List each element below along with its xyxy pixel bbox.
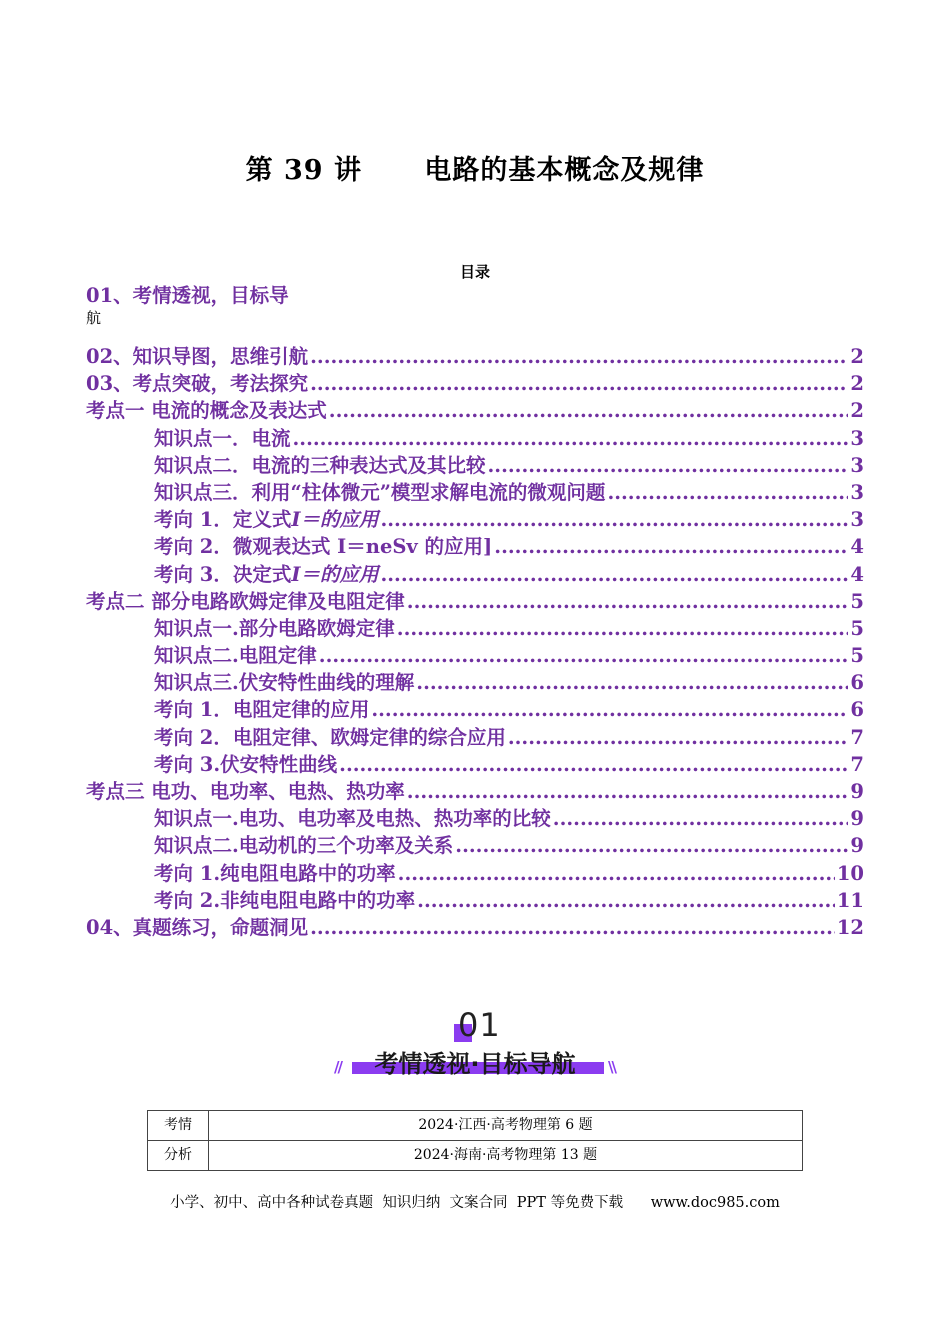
toc-item[interactable] <box>86 343 864 370</box>
toc-dot-leader <box>310 370 848 397</box>
toc-page-number: 3 <box>850 508 864 532</box>
toc-dot-leader <box>417 887 835 914</box>
banner-number: 01 <box>458 1006 501 1044</box>
toc-item-label: 知识点三．利用“柱体微元”模型求解电流的微观问题 <box>154 480 606 504</box>
toc-item[interactable] <box>86 751 864 778</box>
toc-item[interactable] <box>86 588 864 615</box>
toc-list <box>86 343 864 941</box>
toc-page-number: 9 <box>850 780 864 803</box>
toc-dot-leader <box>488 452 849 479</box>
toc-page-number: 6 <box>850 698 864 722</box>
toc-page-number: 5 <box>850 644 864 668</box>
toc-item[interactable] <box>86 832 864 859</box>
toc-item-label: 考向 2．微观表达式 I＝neSv 的应用] <box>154 535 493 559</box>
toc-item-label: 知识点二.电阻定律 <box>154 644 317 668</box>
toc-item-label: 考点一 电流的概念及表达式 <box>86 399 327 423</box>
toc-page-number: 2 <box>850 399 864 423</box>
toc-item[interactable] <box>86 914 864 941</box>
toc-page-number: 12 <box>836 915 864 939</box>
toc-item-label: 考向 1．定义式 <box>154 508 292 532</box>
toc-item-label: 04、真题练习，命题洞见 <box>86 915 309 939</box>
toc-item-label: 考向 2．电阻定律、欧姆定律的综合应用 <box>154 725 506 749</box>
section-banner <box>330 1004 620 1084</box>
toc-item[interactable] <box>86 805 864 832</box>
toc-heading: 目录 <box>459 263 490 281</box>
toc-dot-leader <box>508 724 849 751</box>
toc-item[interactable] <box>86 479 864 506</box>
table-row-2: 2024·海南·高考物理第 13 题 <box>209 1141 803 1171</box>
toc-page-number: 5 <box>850 589 864 613</box>
toc-page-number: 9 <box>850 834 864 858</box>
toc-dot-leader <box>293 425 849 452</box>
toc-item[interactable] <box>86 887 864 914</box>
toc-item-formula: I＝的应用 <box>291 508 379 532</box>
toc-dot-leader <box>407 588 849 615</box>
toc-item[interactable] <box>86 425 864 452</box>
toc-page-number: 3 <box>850 453 864 477</box>
toc-item[interactable] <box>86 860 864 887</box>
page-title: 第 39 讲 电路的基本概念及规律 <box>245 155 705 186</box>
toc-page-number: 11 <box>836 888 864 912</box>
toc-item-label: 考向 1．电阻定律的应用 <box>154 698 370 722</box>
toc-dot-leader <box>371 696 848 723</box>
toc-page-number: 7 <box>850 752 864 776</box>
toc-item-label: 知识点一．电流 <box>154 426 291 450</box>
toc-page-number: 5 <box>850 616 864 640</box>
toc-item-label: 知识点三.伏安特性曲线的理解 <box>154 671 415 695</box>
toc-item-label: 考向 2.非纯电阻电路中的功率 <box>154 888 416 912</box>
toc-item-label: 考向 3.伏安特性曲线 <box>154 752 338 776</box>
toc-dot-leader <box>455 832 848 859</box>
toc-item[interactable] <box>86 370 864 397</box>
toc-item[interactable] <box>86 561 864 588</box>
toc-dot-leader <box>310 914 835 941</box>
toc-item-label: 03、考点突破，考法探究 <box>86 372 309 396</box>
toc-item-label: 知识点一.部分电路欧姆定律 <box>154 616 395 640</box>
toc-page-number: 3 <box>850 480 864 504</box>
toc-item-label: 考向 3．决定式 <box>154 562 292 586</box>
table-row-1: 2024·江西·高考物理第 6 题 <box>209 1111 803 1141</box>
toc-dot-leader <box>339 751 848 778</box>
toc-dot-leader <box>319 642 849 669</box>
toc-dot-leader <box>407 778 849 805</box>
toc-dot-leader <box>397 615 849 642</box>
toc-page-number: 10 <box>836 861 864 885</box>
toc-item-label: 考点二 部分电路欧姆定律及电阻定律 <box>86 589 405 613</box>
toc-item[interactable] <box>86 452 864 479</box>
toc-item-label: 考点三 电功、电功率、电热、热功率 <box>86 780 405 803</box>
toc-item-label: 02、知识导图，思维引航 <box>86 345 309 368</box>
toc-item[interactable] <box>86 533 864 560</box>
toc-item[interactable] <box>86 506 864 533</box>
toc-item-01[interactable]: 01、考情透视，目标导 <box>86 284 289 307</box>
toc-item-label: 知识点二．电流的三种表达式及其比较 <box>154 453 486 477</box>
toc-dot-leader <box>607 479 848 506</box>
toc-page-number: 7 <box>850 725 864 749</box>
toc-page-number: 4 <box>850 562 864 586</box>
banner-right-mark: \\ <box>608 1058 615 1076</box>
toc-page-number: 2 <box>850 345 864 368</box>
toc-dot-leader <box>329 397 849 424</box>
toc-dot-leader <box>380 506 848 533</box>
toc-page-number: 4 <box>850 535 864 559</box>
toc-page-number: 6 <box>850 671 864 695</box>
toc-dot-leader <box>310 343 848 370</box>
toc-dot-leader <box>380 561 848 588</box>
banner-left-mark: // <box>334 1058 341 1076</box>
toc-item[interactable] <box>86 724 864 751</box>
toc-page-number: 9 <box>850 807 864 831</box>
table-label-2: 分析 <box>148 1141 209 1171</box>
toc-dot-leader <box>553 805 849 832</box>
exam-analysis-table <box>147 1110 803 1171</box>
toc-item-01-wrap: 航 <box>86 309 102 327</box>
toc-item-label: 考向 1.纯电阻电路中的功率 <box>154 861 396 885</box>
toc-item[interactable] <box>86 669 864 696</box>
toc-item[interactable] <box>86 696 864 723</box>
table-label-1: 考情 <box>148 1111 209 1141</box>
toc-item[interactable] <box>86 615 864 642</box>
toc-page-number: 2 <box>850 372 864 396</box>
banner-text: 考情透视·目标导航 <box>374 1050 576 1078</box>
toc-item-label: 知识点一.电功、电功率及电热、热功率的比较 <box>154 807 551 831</box>
toc-item[interactable] <box>86 642 864 669</box>
page-footer: 小学、初中、高中各种试卷真题 知识归纳 文案合同 PPT 等免费下载 www.doc985.com <box>170 1195 780 1211</box>
toc-item[interactable] <box>86 397 864 424</box>
toc-dot-leader <box>494 533 848 560</box>
toc-item-formula: I＝的应用 <box>291 562 379 586</box>
toc-item[interactable] <box>86 778 864 805</box>
toc-dot-leader <box>416 669 848 696</box>
table-of-contents <box>86 282 864 941</box>
toc-item-label: 知识点二.电动机的三个功率及关系 <box>154 834 454 858</box>
toc-dot-leader <box>398 860 835 887</box>
toc-page-number: 3 <box>850 426 864 450</box>
